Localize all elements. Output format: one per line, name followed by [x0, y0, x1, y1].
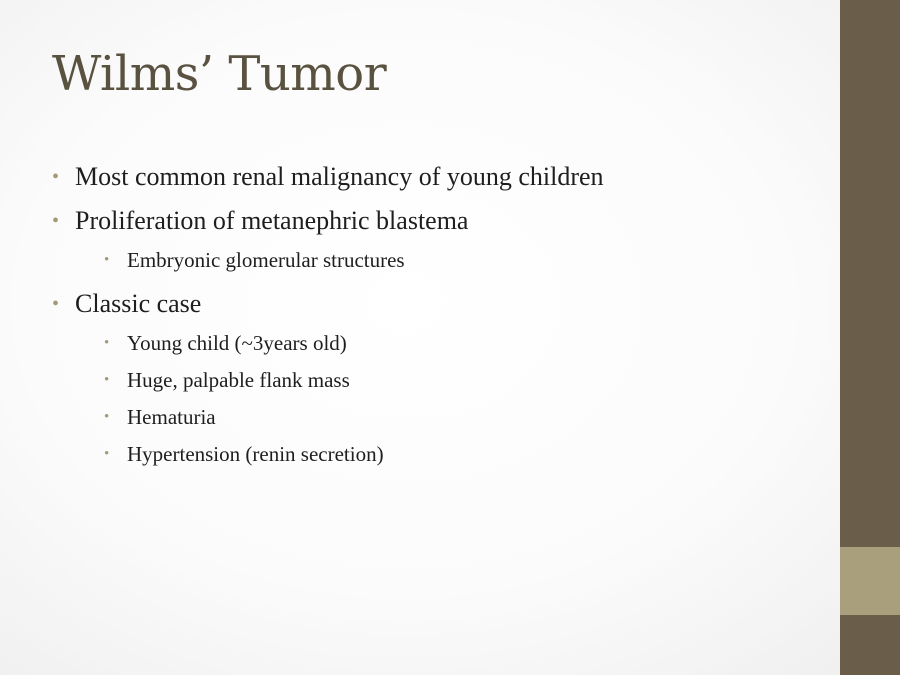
side-decoration-accent	[840, 547, 900, 615]
sub-bullet-text: Hematuria	[127, 405, 216, 429]
bullet-list	[52, 158, 832, 473]
bullet-icon: •	[52, 210, 60, 232]
bullet-item	[52, 158, 832, 196]
sub-bullet-icon: •	[104, 446, 110, 462]
sub-bullet-icon: •	[104, 409, 110, 425]
bullet-item	[52, 202, 832, 279]
sub-bullet-text: Young child (~3years old)	[127, 331, 347, 355]
slide-title: Wilms’ Tumor	[52, 46, 387, 102]
sub-bullet-icon: •	[104, 335, 110, 351]
sub-bullet-text: Hypertension (renin secretion)	[127, 442, 384, 466]
sub-bullet-text: Huge, palpable flank mass	[127, 368, 350, 392]
sub-bullet-item	[104, 436, 832, 473]
bullet-text: Proliferation of metanephric blastema	[75, 206, 469, 235]
bullet-text: Most common renal malignancy of young children	[75, 162, 604, 191]
bullet-icon: •	[52, 166, 60, 188]
sub-bullet-item	[104, 242, 832, 279]
bullet-text: Classic case	[75, 289, 202, 318]
sub-bullet-icon: •	[104, 372, 110, 388]
slide-content	[52, 158, 832, 473]
sub-bullet-item	[104, 362, 832, 399]
sub-bullet-item	[104, 325, 832, 362]
sub-bullet-item	[104, 399, 832, 436]
bullet-item	[52, 285, 832, 473]
sub-bullet-list	[104, 325, 832, 473]
sub-bullet-list	[104, 242, 832, 279]
bullet-icon: •	[52, 293, 60, 315]
sub-bullet-icon: •	[104, 252, 110, 268]
sub-bullet-text: Embryonic glomerular structures	[127, 248, 405, 272]
